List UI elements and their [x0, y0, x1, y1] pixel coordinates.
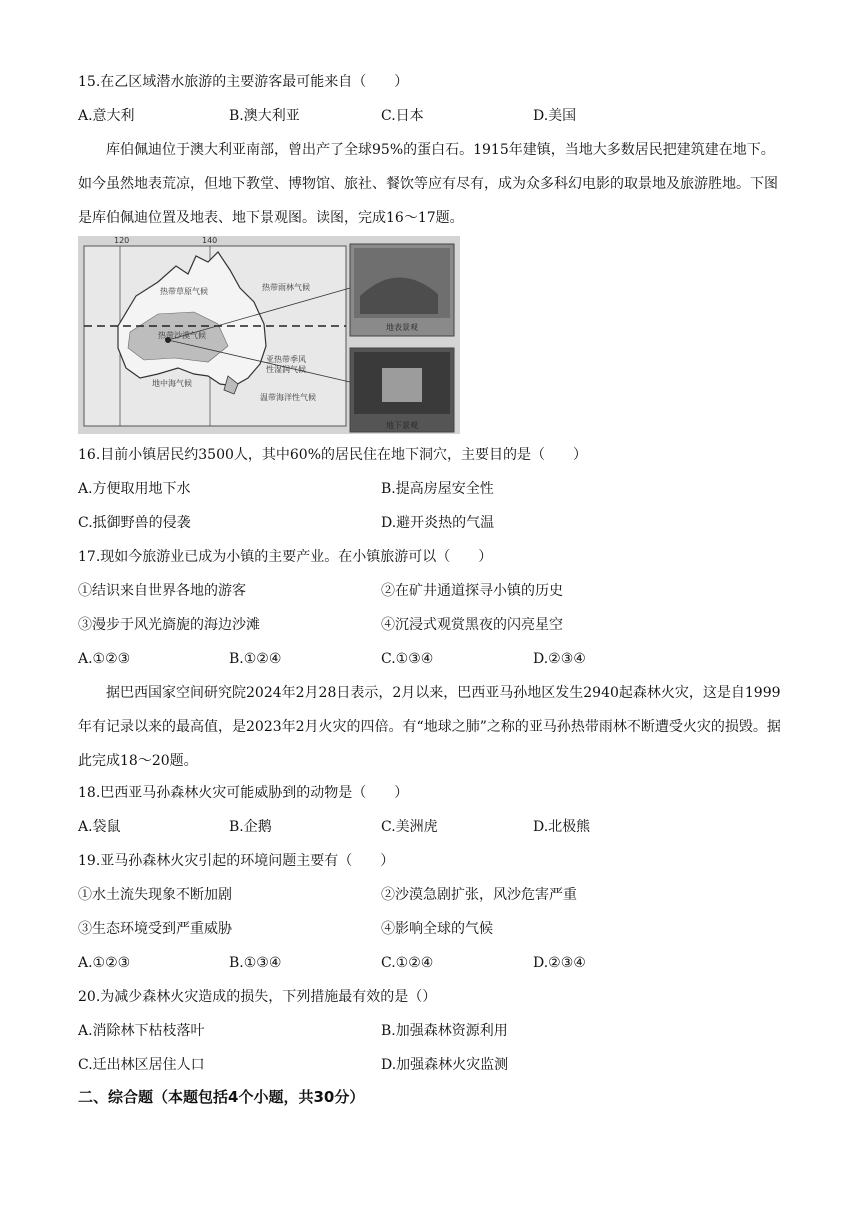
q19-item-1: ①水土流失现象不断加剧: [78, 887, 232, 903]
lon-label-140: 140: [202, 236, 218, 245]
q18-option-c: C.美洲虎: [381, 819, 438, 835]
q17-option-c: C.①③④: [381, 651, 434, 667]
climate-subtropical-label-1: 亚热带季风: [266, 355, 306, 364]
q20-option-d: D.加强森林火灾监测: [381, 1057, 509, 1073]
q20-option-a: A.消除林下枯枝落叶: [78, 1023, 205, 1039]
passage-coober-pedy: 库伯佩迪位于澳大利亚南部，曾出产了全球95%的蛋白石。1915年建镇，当地大多数居民把建筑建在地下。如今虽然地表荒凉，但地下教堂、博物馆、旅社、餐饮等应有尽有，成为众多科幻电影的取景地及旅游胜地。下图是库伯佩迪位置及地表、地下景观图。读图，完成16～17题。: [78, 142, 778, 226]
climate-mediterranean-label: 地中海气候: [152, 379, 192, 388]
question-16-stem: 16.目前小镇居民约3500人，其中60%的居民住在地下洞穴，主要目的是（ ）: [78, 447, 588, 463]
passage-amazon-fires: 据巴西国家空间研究院2024年2月28日表示，2月以来，巴西亚马孙地区发生2940起森林火灾，这是自1999年有记录以来的最高值，是2023年2月火灾的四倍。有“地球之肺”之称的亚马孙热带雨林不断遭受火灾的损毁。据此完成18～20题。: [78, 685, 781, 769]
climate-rainforest-label: 热带雨林气候: [262, 283, 310, 292]
q20-option-c: C.迁出林区居住人口: [78, 1057, 205, 1073]
q18-option-d: D.北极熊: [533, 819, 591, 835]
question-18-stem: 18.巴西亚马孙森林火灾可能威胁到的动物是（ ）: [78, 785, 409, 801]
q15-option-b: B.澳大利亚: [229, 108, 300, 124]
q19-option-b: B.①③④: [229, 955, 282, 971]
q16-option-a: A.方便取用地下水: [78, 481, 191, 497]
q19-option-c: C.①②④: [381, 955, 434, 971]
q19-item-2: ②沙漠急剧扩张，风沙危害严重: [381, 887, 577, 903]
q15-option-d: D.美国: [533, 108, 577, 124]
question-19-stem: 19.亚马孙森林火灾引起的环境问题主要有（ ）: [78, 853, 395, 869]
underground-view-caption: 地下景观: [386, 421, 418, 430]
q17-option-d: D.②③④: [533, 651, 586, 667]
q17-option-a: A.①②③: [78, 651, 131, 667]
q16-option-b: B.提高房屋安全性: [381, 481, 494, 497]
q17-option-b: B.①②④: [229, 651, 282, 667]
q17-item-4: ④沉浸式观赏黑夜的闪亮星空: [381, 617, 563, 633]
climate-savanna-label: 热带草原气候: [160, 287, 208, 296]
q16-option-c: C.抵御野兽的侵袭: [78, 515, 191, 531]
q19-option-a: A.①②③: [78, 955, 131, 971]
q17-item-1: ①结识来自世界各地的游客: [78, 583, 246, 599]
australia-map: [78, 236, 460, 434]
question-17-stem: 17.现如今旅游业已成为小镇的主要产业。在小镇旅游可以（ ）: [78, 549, 493, 565]
surface-view-caption: 地表景观: [386, 323, 418, 332]
q18-option-a: A.袋鼠: [78, 819, 121, 835]
q19-item-3: ③生态环境受到严重威胁: [78, 921, 232, 937]
lon-label-120: 120: [114, 236, 130, 245]
climate-subtropical-label-2: 性湿润气候: [266, 365, 306, 374]
q15-option-c: C.日本: [381, 108, 424, 124]
coober-pedy-figure: [78, 236, 460, 434]
question-15-stem: 15.在乙区域潜水旅游的主要游客最可能来自（ ）: [78, 74, 409, 90]
q20-option-b: B.加强森林资源利用: [381, 1023, 508, 1039]
q19-item-4: ④影响全球的气候: [381, 921, 493, 937]
q17-item-2: ②在矿井通道探寻小镇的历史: [381, 583, 563, 599]
climate-oceanic-label: 温带海洋性气候: [260, 393, 316, 402]
q18-option-b: B.企鹅: [229, 819, 272, 835]
section-2-heading: 二、综合题（本题包括4个小题，共30分）: [78, 1088, 365, 1106]
question-20-stem: 20.为减少森林火灾造成的损失，下列措施最有效的是（）: [78, 989, 437, 1005]
q16-option-d: D.避开炎热的气温: [381, 515, 495, 531]
climate-desert-label: 热带沙漠气候: [158, 331, 206, 340]
q15-option-a: A.意大利: [78, 108, 135, 124]
q19-option-d: D.②③④: [533, 955, 586, 971]
q17-item-3: ③漫步于风光旖旎的海边沙滩: [78, 617, 260, 633]
